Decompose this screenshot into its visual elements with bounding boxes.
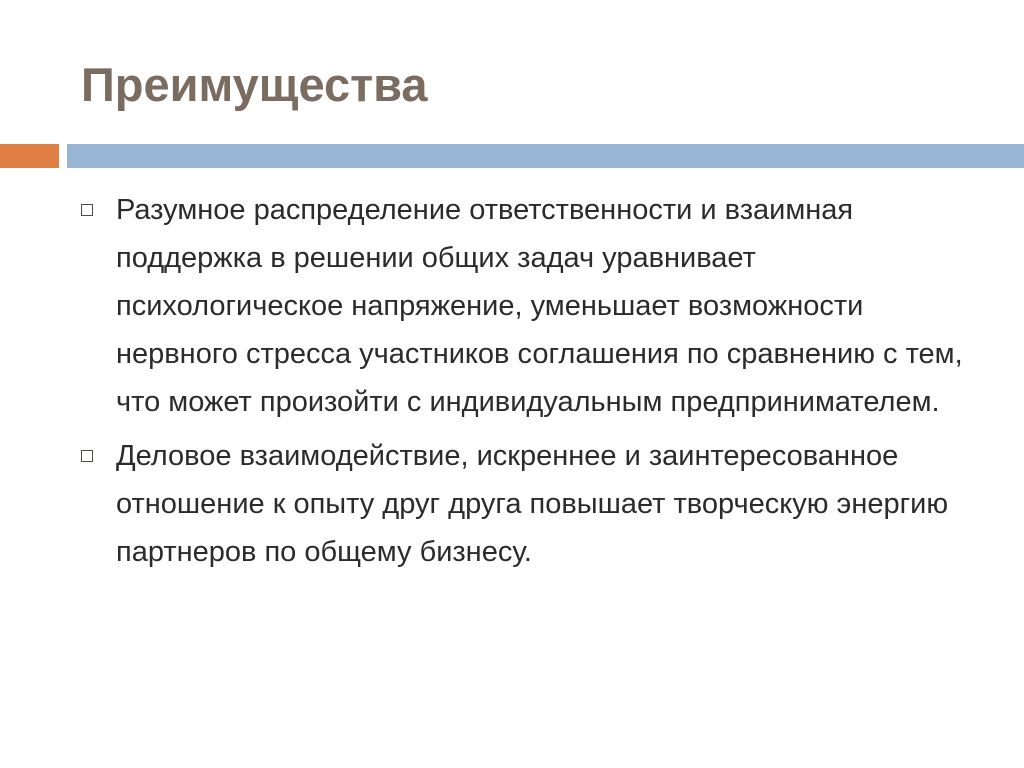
bullet-item xyxy=(0,432,1024,576)
bullet-text: Разумное распределение ответственности и взаимная поддержка в решении общих задач уравнивает психологическое напряжение, уменьшает возможности нервного стресса участников соглашения по сравнению с тем, что может произойти с индивидуальным предпринимателем. xyxy=(116,194,963,418)
hollow-square-bullet-icon xyxy=(81,450,93,462)
slide-title: Преимущества xyxy=(81,58,428,111)
hollow-square-bullet-icon xyxy=(81,204,93,216)
accent-bar-orange xyxy=(0,144,59,168)
accent-bar-blue xyxy=(67,144,1024,168)
bullet-text: Деловое взаимодействие, искреннее и заинтересованное отношение к опыту друг друга повышает творческую энергию партнеров по общему бизнесу. xyxy=(116,440,949,568)
bullet-item xyxy=(0,186,1024,426)
bullet-list xyxy=(0,186,1024,582)
